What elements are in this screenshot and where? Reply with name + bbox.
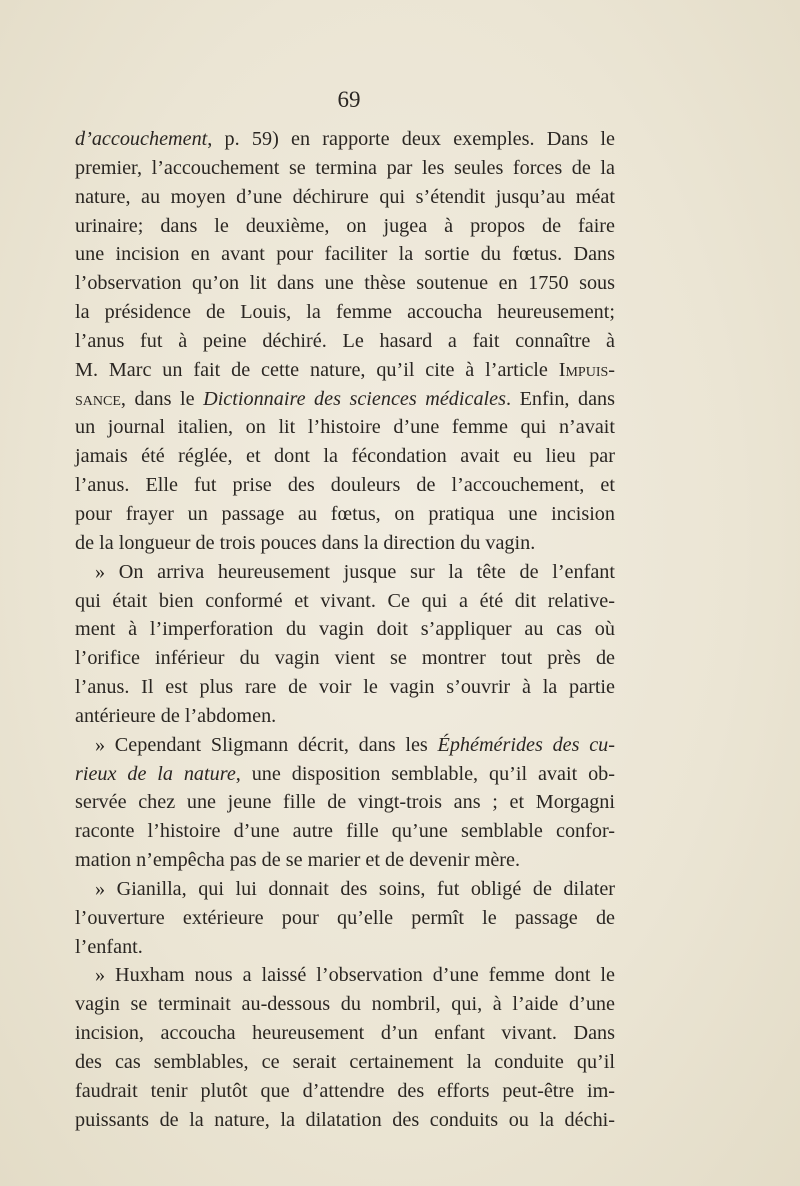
text-segment: » On arriva heureusement jusque sur la tête de l’enfant: [95, 560, 615, 583]
text-segment: servée chez une jeune fille de vingt-trois ans ; et Morgagni: [75, 791, 615, 814]
text-line: [75, 125, 615, 154]
text-segment: l’ouverture extérieure pour qu’elle permît le passage de: [75, 906, 615, 929]
text-segment: l’anus. Il est plus rare de voir le vagin s’ouvrir à la partie: [75, 676, 615, 699]
text-segment: de la longueur de trois pouces dans la direction du vagin.: [75, 531, 536, 554]
text-line: [75, 269, 615, 298]
text-line: [75, 731, 615, 760]
text-line: [75, 760, 615, 789]
italic-text: Dictionnaire des sciences médicales: [203, 387, 506, 410]
text-line: [75, 702, 615, 731]
text-line: [75, 327, 615, 356]
small-caps-text: Impuis-: [558, 358, 615, 381]
small-caps-text: sance: [75, 387, 121, 410]
text-line: [75, 961, 615, 990]
text-segment: l’anus fut à peine déchiré. Le hasard a fait connaître à: [75, 329, 615, 352]
text-segment: incision, accoucha heureusement d’un enfant vivant. Dans: [75, 1022, 615, 1045]
text-line: [75, 788, 615, 817]
text-segment: » Cependant Sligmann décrit, dans les: [95, 733, 438, 756]
text-segment: jamais été réglée, et dont la fécondation avait eu lieu par: [75, 445, 615, 468]
text-line: [75, 933, 615, 962]
text-segment: pour frayer un passage au fœtus, on pratiqua une incision: [75, 502, 615, 525]
book-page: [75, 85, 615, 1135]
text-segment: un journal italien, on lit l’histoire d’une femme qui n’avait: [75, 416, 615, 439]
text-segment: la présidence de Louis, la femme accoucha heureusement;: [75, 301, 615, 324]
text-segment: , dans le: [120, 387, 204, 410]
text-line: [75, 904, 615, 933]
text-line: [75, 442, 615, 471]
text-segment: urinaire; dans le deuxième, on jugea à propos de faire: [75, 214, 615, 237]
page-number: 69: [337, 87, 361, 112]
text-segment: puissants de la nature, la dilatation des conduits ou la déchi-: [75, 1108, 615, 1131]
text-line: [75, 529, 615, 558]
text-segment: premier, l’accouchement se termina par les seules forces de la: [75, 156, 615, 179]
text-line: [75, 615, 615, 644]
text-line: [75, 1077, 615, 1106]
body-text: [75, 125, 615, 1135]
text-segment: des cas semblables, ce serait certainement la conduite qu’il: [75, 1051, 615, 1073]
text-segment: » Huxham nous a laissé l’observation d’une femme dont le: [95, 964, 615, 987]
text-line: [75, 212, 615, 241]
text-line: [75, 817, 615, 846]
text-segment: ment à l’imperforation du vagin doit s’appliquer au cas où: [75, 618, 615, 641]
text-line: [75, 1048, 615, 1077]
text-line: [75, 558, 615, 587]
italic-text: rieux de la nature: [75, 762, 236, 785]
text-segment: l’enfant.: [75, 935, 143, 958]
text-segment: » Gianilla, qui lui donnait des soins, fut obligé de dilater: [95, 877, 615, 900]
text-line: [75, 471, 615, 500]
text-segment: mation n’empêcha pas de se marier et de devenir mère.: [75, 849, 521, 872]
text-segment: antérieure de l’abdomen.: [75, 704, 277, 727]
text-segment: raconte l’histoire d’une autre fille qu’une semblable confor-: [75, 820, 615, 843]
text-line: [75, 644, 615, 673]
text-segment: , une disposition semblable, qu’il avait ob-: [235, 762, 615, 785]
text-segment: l’orifice inférieur du vagin vient se montrer tout près de: [75, 647, 615, 670]
italic-text: Éphémérides des cu-: [437, 733, 615, 756]
text-segment: qui était bien conformé et vivant. Ce qui a été dit relative-: [75, 589, 615, 612]
text-line: [75, 673, 615, 702]
text-line: [75, 240, 615, 269]
text-segment: l’anus. Elle fut prise des douleurs de l’accouchement, et: [75, 474, 615, 497]
text-line: [75, 413, 615, 442]
text-segment: , p. 59) en rapporte deux exemples. Dans le: [207, 128, 615, 150]
text-line: [75, 183, 615, 212]
text-line: [75, 875, 615, 904]
text-segment: vagin se terminait au-dessous du nombril, qui, à l’aide d’une: [75, 993, 615, 1016]
text-segment: nature, au moyen d’une déchirure qui s’étendit jusqu’au méat: [75, 185, 615, 208]
text-segment: . Enfin, dans: [506, 387, 615, 410]
text-line: [75, 385, 615, 414]
text-line: [75, 1019, 615, 1048]
text-line: [75, 846, 615, 875]
text-line: [75, 298, 615, 327]
italic-text: d’accouchement: [75, 128, 208, 150]
text-line: [75, 356, 615, 385]
text-line: [75, 990, 615, 1019]
text-line: [75, 1106, 615, 1135]
text-segment: M. Marc un fait de cette nature, qu’il cite à l’article: [75, 358, 559, 381]
text-line: [75, 154, 615, 183]
text-segment: une incision en avant pour faciliter la sortie du fœtus. Dans: [75, 243, 615, 266]
text-line: [75, 500, 615, 529]
text-segment: faudrait tenir plutôt que d’attendre des efforts peut-être im-: [75, 1079, 615, 1102]
text-line: [75, 587, 615, 616]
text-segment: l’observation qu’on lit dans une thèse soutenue en 1750 sous: [75, 272, 615, 295]
